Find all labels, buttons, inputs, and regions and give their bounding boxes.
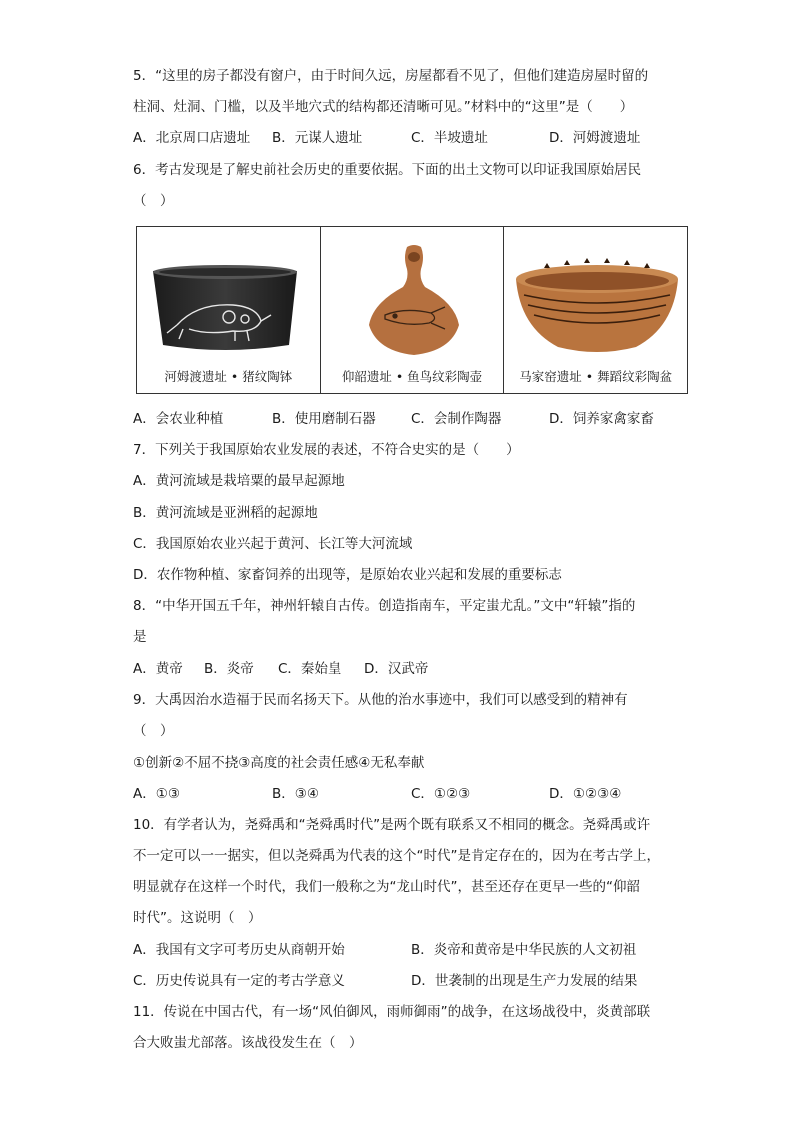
fish-bird-painted-pottery-pot-icon	[321, 235, 504, 365]
q10-option-c[interactable]: C．历史传说具有一定的考古学意义	[133, 973, 345, 989]
q10-stem-line4: 时代”。这说明（ ）	[133, 910, 262, 926]
q6-option-d[interactable]: D．饲养家禽家畜	[549, 411, 654, 427]
q9-stem-line1: 9．大禹因治水造福于民而名扬天下。从他的治水事迹中，我们可以感受到的精神有	[133, 692, 628, 708]
q8-option-d[interactable]: D．汉武帝	[364, 661, 429, 677]
q6-stem-line1: 6．考古发现是了解史前社会历史的重要依据。下面的出土文物可以印证我国原始居民	[133, 162, 642, 178]
q11-stem-line1: 11．传说在中国古代，有一场“风伯御风，雨师御雨”的战争，在这场战役中，炎黄部联	[133, 1004, 651, 1020]
figure-caption-1: 河姆渡遗址 • 猪纹陶钵	[164, 369, 293, 384]
pig-pattern-pottery-bowl-icon	[137, 235, 320, 365]
q9-option-b[interactable]: B．③④	[272, 786, 319, 802]
q9-items: ①创新②不屈不挠③高度的社会责任感④无私奉献	[133, 755, 425, 771]
q6-stem-line2: （ ）	[133, 193, 174, 209]
q7-option-b[interactable]: B．黄河流域是亚洲稻的起源地	[133, 505, 318, 521]
q10-option-a[interactable]: A．我国有文字可考历史从商朝开始	[133, 942, 345, 958]
q5-option-c[interactable]: C．半坡遗址	[411, 130, 488, 146]
q6-option-a[interactable]: A．会农业种植	[133, 411, 224, 427]
q7-option-c[interactable]: C．我国原始农业兴起于黄河、长江等大河流域	[133, 536, 413, 552]
q5-option-a[interactable]: A．北京周口店遗址	[133, 130, 251, 146]
q10-stem-line2: 不一定可以一一据实，但以尧舜禹为代表的这个“时代”是肯定存在的，因为在考古学上，	[133, 848, 660, 864]
q10-stem-line1: 10．有学者认为，尧舜禹和“尧舜禹时代”是两个既有联系又不相同的概念。尧舜禹或许	[133, 817, 651, 833]
q5-stem-line1: 5．“这里的房子都没有窗户，由于时间久远，房屋都看不见了，但他们建造房屋时留的	[133, 68, 649, 84]
q10-option-d[interactable]: D．世袭制的出现是生产力发展的结果	[411, 973, 638, 989]
q8-option-c[interactable]: C．秦始皇	[278, 661, 342, 677]
figure-caption-3: 马家窑遗址 • 舞蹈纹彩陶盆	[519, 369, 673, 384]
q5-option-b[interactable]: B．元谋人遗址	[272, 130, 363, 146]
q10-option-b[interactable]: B．炎帝和黄帝是中华民族的人文初祖	[411, 942, 637, 958]
q8-option-b[interactable]: B．炎帝	[204, 661, 254, 677]
q8-option-a[interactable]: A．黄帝	[133, 661, 183, 677]
artifact-figure-table	[136, 226, 688, 394]
q5-option-d[interactable]: D．河姆渡遗址	[549, 130, 641, 146]
q8-stem-line2: 是	[133, 629, 147, 645]
q7-stem: 7．下列关于我国原始农业发展的表述，不符合史实的是（ ）	[133, 442, 520, 458]
figure-cell-2	[321, 227, 505, 393]
dance-pattern-painted-pottery-basin-icon	[504, 235, 687, 365]
q9-stem-line2: （ ）	[133, 723, 174, 739]
q6-option-c[interactable]: C．会制作陶器	[411, 411, 502, 427]
q10-stem-line3: 明显就存在这样一个时代，我们一般称之为“龙山时代”，甚至还存在更早一些的“仰韶	[133, 879, 640, 895]
q6-option-b[interactable]: B．使用磨制石器	[272, 411, 376, 427]
q9-option-c[interactable]: C．①②③	[411, 786, 471, 802]
figure-cell-1	[137, 227, 321, 393]
figure-caption-2: 仰韶遗址 • 鱼鸟纹彩陶壶	[341, 369, 483, 384]
q11-stem-line2: 合大败蚩尤部落。该战役发生在（ ）	[133, 1035, 363, 1051]
q8-stem-line1: 8．“中华开国五千年，神州轩辕自古传。创造指南车，平定蚩尤乱。”文中“轩辕”指的	[133, 598, 636, 614]
q9-option-a[interactable]: A．①③	[133, 786, 180, 802]
q5-stem-line2: 柱洞、灶洞、门槛，以及半地穴式的结构都还清晰可见。”材料中的“这里”是（ ）	[133, 99, 634, 115]
q7-option-d[interactable]: D．农作物种植、家畜饲养的出现等，是原始农业兴起和发展的重要标志	[133, 567, 562, 583]
figure-cell-3	[504, 227, 687, 393]
q7-option-a[interactable]: A．黄河流域是栽培粟的最早起源地	[133, 473, 345, 489]
q9-option-d[interactable]: D．①②③④	[549, 786, 622, 802]
